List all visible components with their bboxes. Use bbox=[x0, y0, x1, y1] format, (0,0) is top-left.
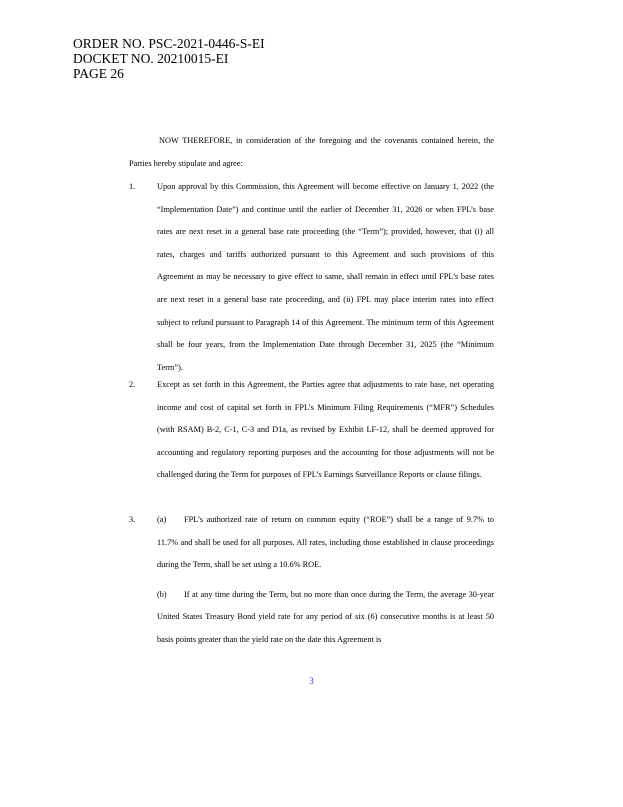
item-number: 1. bbox=[129, 182, 136, 191]
page-label: PAGE 26 bbox=[73, 66, 124, 81]
item-text: Upon approval by this Commission, this Agreement will become effective on January 1, 2022 (the “Implementation Date”) and continue until the earlier of December 31, 2026 or when FPL’s base rates are next reset in a general base rate proceeding (the “Term”); provided, however, that (i) all rates, charges and tariffs authorized pursuant to this Agreement and such provisions of this Agreement as may be necessary to give effect to same, shall remain in effect until FPL’s base rates are next reset in a general base rate proceeding, and (ii) FPL may place interim rates into effect subject to refund pursuant to Paragraph 14 of this Agreement. The minimum term of this Agreement shall be four years, from the Implementation Date through December 31, 2025 (the “Minimum Term”). bbox=[157, 182, 494, 372]
order-number: ORDER NO. PSC-2021-0446-S-EI bbox=[73, 36, 265, 51]
page-number: 3 bbox=[309, 676, 314, 686]
subparagraph-a bbox=[157, 509, 494, 577]
subparagraph-b-label: (b) bbox=[157, 589, 167, 599]
item-number: 3. bbox=[129, 515, 136, 524]
item-number: 2. bbox=[129, 380, 136, 389]
subparagraph-a-label: (a) bbox=[157, 515, 167, 524]
agreement-item-2 bbox=[129, 374, 494, 487]
item-text: Except as set forth in this Agreement, the Parties agree that adjustments to rate base, net operating income and cost of capital set forth in FPL’s Minimum Filing Requirements (“MFR”) Schedules (with RSAM) B-2, C-1, C-3 and D1a, as revised by Exhibit LF-12, shall be deemed approved for accounting and regulatory reporting purposes and the accounting for those adjustments will not be challenged during the Term for purposes of FPL’s Earnings Surveillance Reports or clause filings. bbox=[157, 380, 494, 480]
subparagraph-b-text: If at any time during the Term, but no more than once during the Term, the average 30-year United States Treasury Bond yield rate for any period of six (6) consecutive months is at least 50 basis points greater than the yield rate on the date this Agreement is bbox=[157, 589, 494, 644]
intro-text: NOW THEREFORE, in consideration of the foregoing and the covenants contained herein, the Parties hereby stipulate and agree: bbox=[129, 136, 494, 168]
subparagraph-b bbox=[157, 584, 494, 652]
order-header bbox=[73, 36, 265, 81]
agreement-item-3 bbox=[129, 509, 494, 652]
intro-paragraph bbox=[129, 130, 494, 175]
agreement-item-1 bbox=[129, 176, 494, 379]
subparagraph-a-text: FPL’s authorized rate of return on common equity (“ROE”) shall be a range of 9.7% to 11.7% and shall be used for all purposes. All rates, including those established in clause proceedings during the Term, shall be set using a 10.6% ROE. bbox=[157, 515, 494, 570]
docket-number: DOCKET NO. 20210015-EI bbox=[73, 51, 229, 66]
